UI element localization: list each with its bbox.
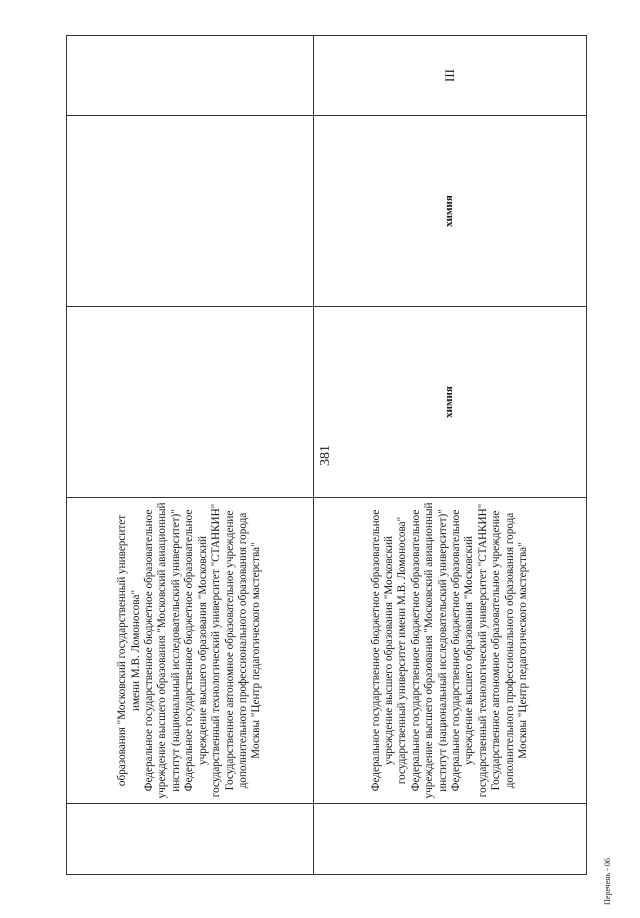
institutions-cell: [67, 498, 314, 804]
institution-text: Федеральное государственное бюджетное образовательное учреждение высшего образования "Московский государственный технологический университет "СТАНКИН": [183, 503, 223, 798]
table-cell-empty: [314, 804, 587, 875]
subject-cell: [67, 116, 314, 307]
institution-text: образования "Московский государственный университет имени М.В. Ломоносова": [116, 514, 142, 787]
institution-text: Государственное автономное образовательное учреждение дополнительного профессионального образования города Москвы "Центр педагогического мастерства": [490, 510, 530, 791]
table-row: [314, 36, 587, 875]
institution-text: Федеральное государственное бюджетное образовательное учреждение высшего образования "Московский государственный университет имени М.В. Ломоносова": [369, 509, 409, 792]
table-wrapper: [66, 41, 586, 875]
table-row: [67, 36, 314, 875]
subject-cell: [67, 307, 314, 498]
subject-cell: химия: [314, 116, 587, 307]
page-number-text: 381: [318, 445, 333, 466]
institution-text: Государственное автономное образовательное учреждение дополнительного профессионального образования города Москвы "Центр педагогического мастерства": [223, 510, 263, 791]
level-cell: [67, 36, 314, 116]
table-cell-empty: [67, 804, 314, 875]
subject-cell: химия: [314, 307, 587, 498]
footer-text: Перечень - 06: [603, 858, 612, 905]
institutions-cell: [314, 498, 587, 804]
level-cell: III: [314, 36, 587, 116]
olympiad-table: [66, 35, 587, 875]
institution-text: Федеральное государственное бюджетное образовательное учреждение высшего образования "Московский авиационный институт (национальный исследовательский университет)": [143, 502, 182, 799]
institution-text: Федеральное государственное бюджетное образовательное учреждение высшего образования "Московский государственный технологический университет "СТАНКИН": [450, 503, 489, 798]
institution-text: Федеральное государственное бюджетное образовательное учреждение высшего образования "Московский авиационный институт (национальный исследовательский университет)": [409, 502, 449, 799]
